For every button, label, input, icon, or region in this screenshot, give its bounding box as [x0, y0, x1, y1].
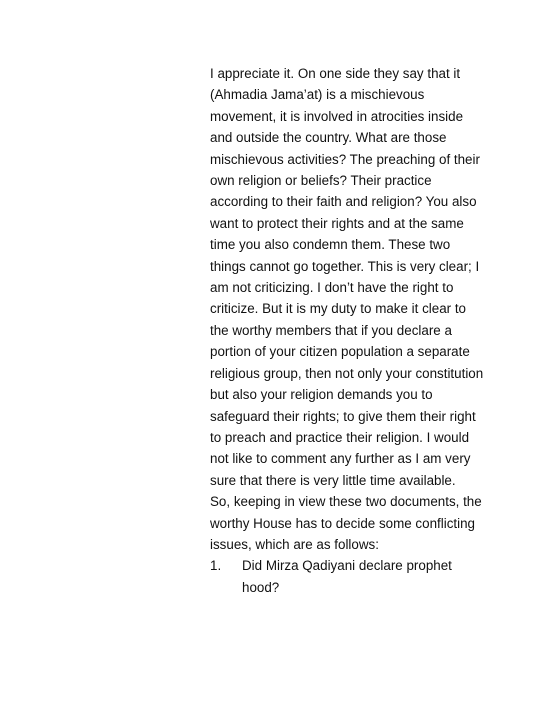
text-line: but also your religion demands you to	[210, 387, 433, 403]
text-line: movement, it is involved in atrocities inside	[210, 108, 464, 124]
text-line: the worthy members that if you declare a	[210, 322, 452, 338]
paragraph-1	[210, 63, 510, 491]
text-line: worthy House has to decide some conflicting	[210, 515, 475, 531]
text-line: criticize. But it is my duty to make it clear to	[210, 301, 466, 317]
list-item-text: Did Mirza Qadiyani declare prophet	[242, 558, 452, 574]
text-line: So, keeping in view these two documents, the	[210, 494, 482, 510]
list-item-continuation: hood?	[242, 579, 280, 595]
text-line: I appreciate it. On one side they say that it	[210, 66, 461, 81]
text-line: sure that there is very little time available.	[210, 472, 456, 488]
text-line: (Ahmadia Jama’at) is a mischievous	[210, 87, 425, 103]
text-line: religious group, then not only your constitution	[210, 365, 484, 381]
numbered-list	[210, 555, 510, 598]
text-line: time you also condemn them. These two	[210, 237, 451, 253]
text-line: own religion or beliefs? Their practice	[210, 173, 432, 189]
list-item	[210, 555, 510, 598]
text-line: mischievous activities? The preaching of their	[210, 151, 480, 167]
list-number: 1.	[210, 558, 222, 574]
text-line: issues, which are as follows:	[210, 536, 379, 552]
text-line: and outside the country. What are those	[210, 130, 447, 146]
text-line: to preach and practice their religion. I would	[210, 429, 470, 445]
paragraph-2	[210, 491, 510, 555]
document-body	[210, 63, 510, 598]
text-line: portion of your citizen population a separate	[210, 344, 470, 360]
text-line: am not criticizing. I don’t have the right to	[210, 280, 454, 296]
text-line: things cannot go together. This is very clear; I	[210, 258, 480, 274]
text-line: want to protect their rights and at the same	[210, 215, 464, 231]
text-line: according to their faith and religion? You also	[210, 194, 477, 210]
text-line: safeguard their rights; to give them their right	[210, 408, 476, 424]
text-line: not like to comment any further as I am very	[210, 451, 471, 467]
